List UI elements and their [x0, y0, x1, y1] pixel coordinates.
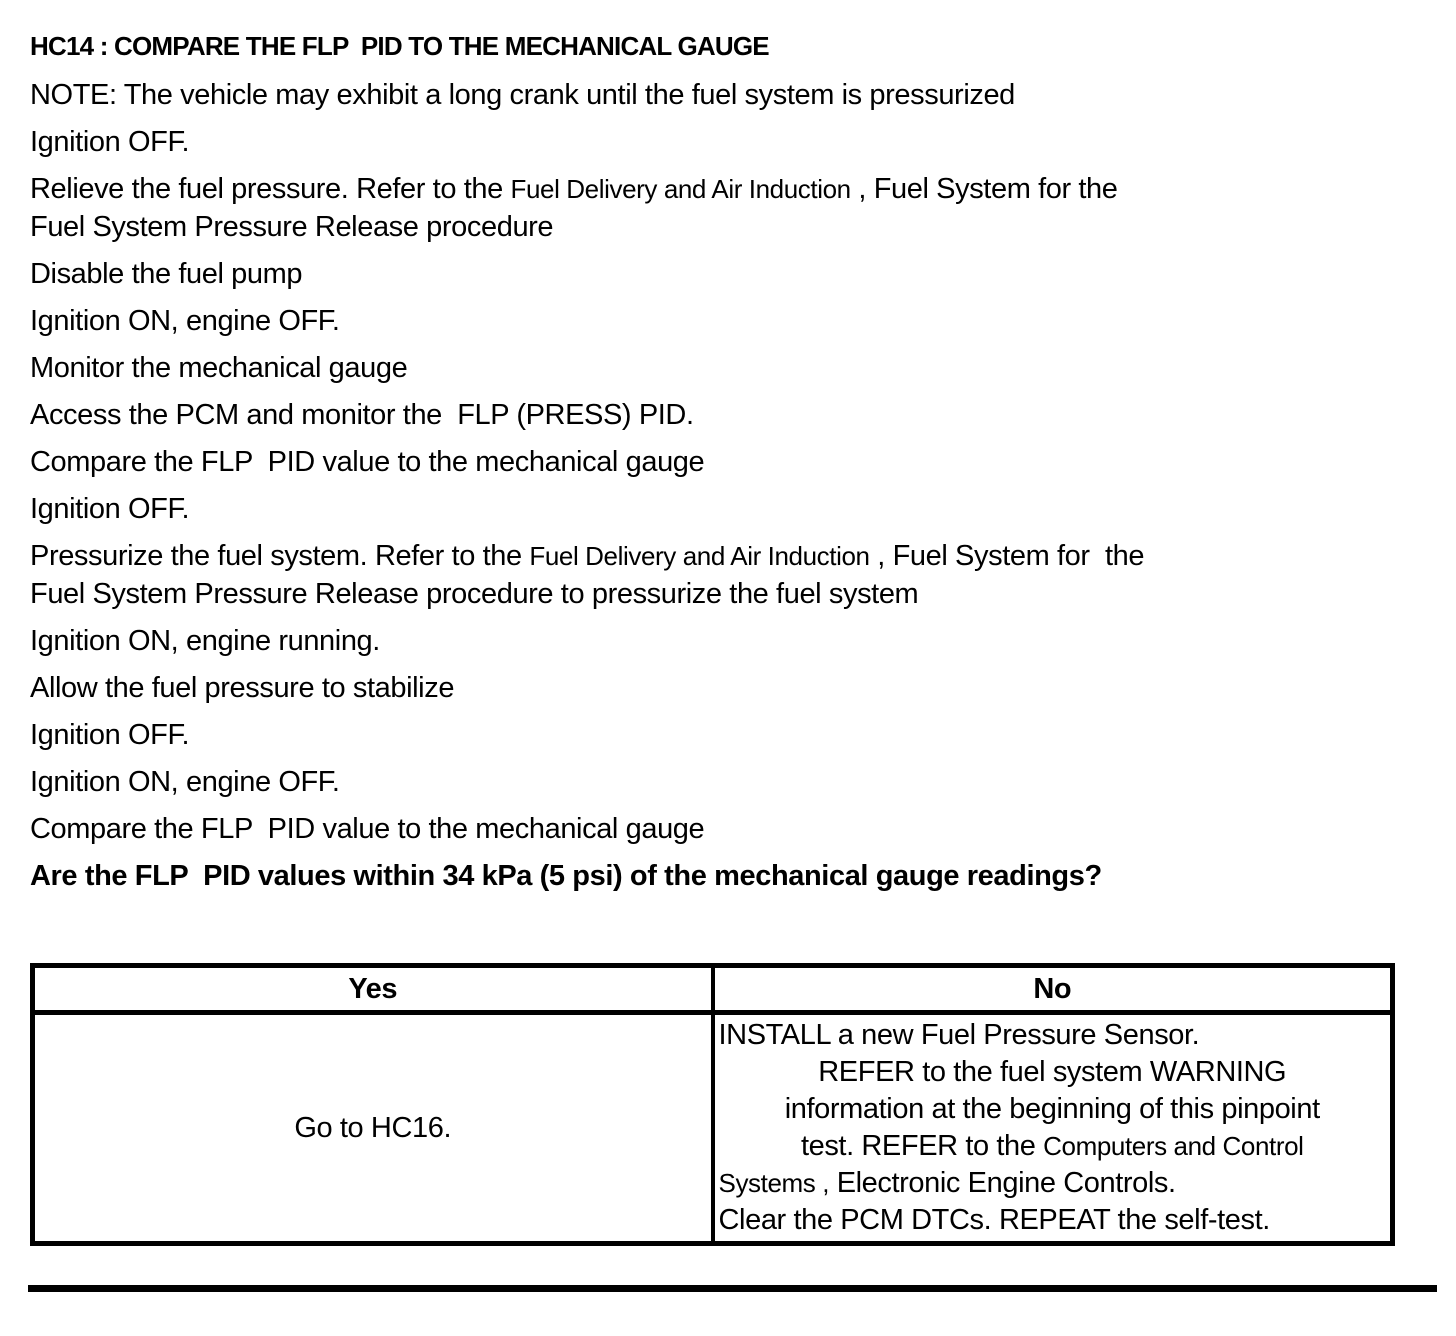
- step-relieve-line-2: Fuel System Pressure Release procedure: [30, 211, 554, 243]
- step-text: Pressurize the fuel system. Refer to the: [30, 540, 530, 572]
- decision-question: Are the FLP PID values within 34 kPa (5 psi) of the mechanical gauge readings?: [30, 860, 1102, 892]
- no-action-line-3: information at the beginning of this pinpoint: [784, 1093, 1320, 1125]
- table-header-row: [33, 966, 1393, 1013]
- step-ignition-off-1: Ignition OFF.: [30, 126, 190, 158]
- no-action-line-1: INSTALL a new Fuel Pressure Sensor.: [718, 1019, 1200, 1051]
- step-disable-fuel-pump: Disable the fuel pump: [30, 258, 303, 290]
- yes-no-decision-table: [30, 963, 1395, 1246]
- yes-action-cell: [33, 1013, 713, 1244]
- no-action-line-6: Clear the PCM DTCs. REPEAT the self-test.: [718, 1204, 1270, 1236]
- reference-title: Computers and Control: [1043, 1131, 1304, 1161]
- no-action-cell: [713, 1013, 1393, 1244]
- step-allow-stabilize: Allow the fuel pressure to stabilize: [30, 672, 455, 704]
- step-access-pcm: Access the PCM and monitor the FLP (PRESS) PID.: [30, 399, 694, 431]
- no-action-line-2: REFER to the fuel system WARNING: [818, 1056, 1287, 1088]
- note-line: NOTE: The vehicle may exhibit a long crank until the fuel system is pressurized: [30, 79, 1015, 111]
- step-relieve-line-1: [30, 170, 1428, 208]
- step-text: , Fuel System for the: [869, 540, 1145, 572]
- reference-title: Systems ,: [718, 1168, 830, 1198]
- step-pressurize-line-2: Fuel System Pressure Release procedure to pressurize the fuel system: [30, 578, 919, 610]
- step-pressurize-line-1: [30, 537, 1428, 575]
- table-action-row: [33, 1013, 1393, 1244]
- yes-action-text: Go to HC16.: [294, 1111, 452, 1144]
- reference-title: Fuel Delivery and Air Induction: [529, 541, 870, 571]
- yes-column-header: Yes: [33, 966, 713, 1013]
- step-ignition-off-3: Ignition OFF.: [30, 719, 190, 751]
- step-ignition-on-running: Ignition ON, engine running.: [30, 625, 380, 657]
- horizontal-rule: [28, 1285, 1437, 1292]
- step-compare-1: Compare the FLP PID value to the mechanical gauge: [30, 446, 705, 478]
- step-compare-2: Compare the FLP PID value to the mechanical gauge: [30, 813, 705, 845]
- no-column-header: No: [713, 966, 1393, 1013]
- page-title: HC14 : COMPARE THE FLP PID TO THE MECHANICAL GAUGE: [30, 31, 769, 61]
- reference-title: Fuel Delivery and Air Induction: [510, 174, 851, 204]
- step-monitor-gauge: Monitor the mechanical gauge: [30, 352, 408, 384]
- no-action-line-5: [719, 1165, 1387, 1202]
- step-text: , Fuel System for the: [850, 173, 1118, 205]
- step-pressurize-system: [30, 537, 1428, 613]
- step-ignition-on-engine-off-2: Ignition ON, engine OFF.: [30, 766, 340, 798]
- step-ignition-on-engine-off-1: Ignition ON, engine OFF.: [30, 305, 340, 337]
- no-action-text: Electronic Engine Controls.: [829, 1167, 1176, 1199]
- step-ignition-off-2: Ignition OFF.: [30, 493, 190, 525]
- no-action-text: test. REFER to the: [800, 1130, 1044, 1162]
- step-relieve-pressure: [30, 170, 1428, 246]
- no-action-line-4: [719, 1128, 1387, 1165]
- step-text: Relieve the fuel pressure. Refer to the: [30, 173, 511, 205]
